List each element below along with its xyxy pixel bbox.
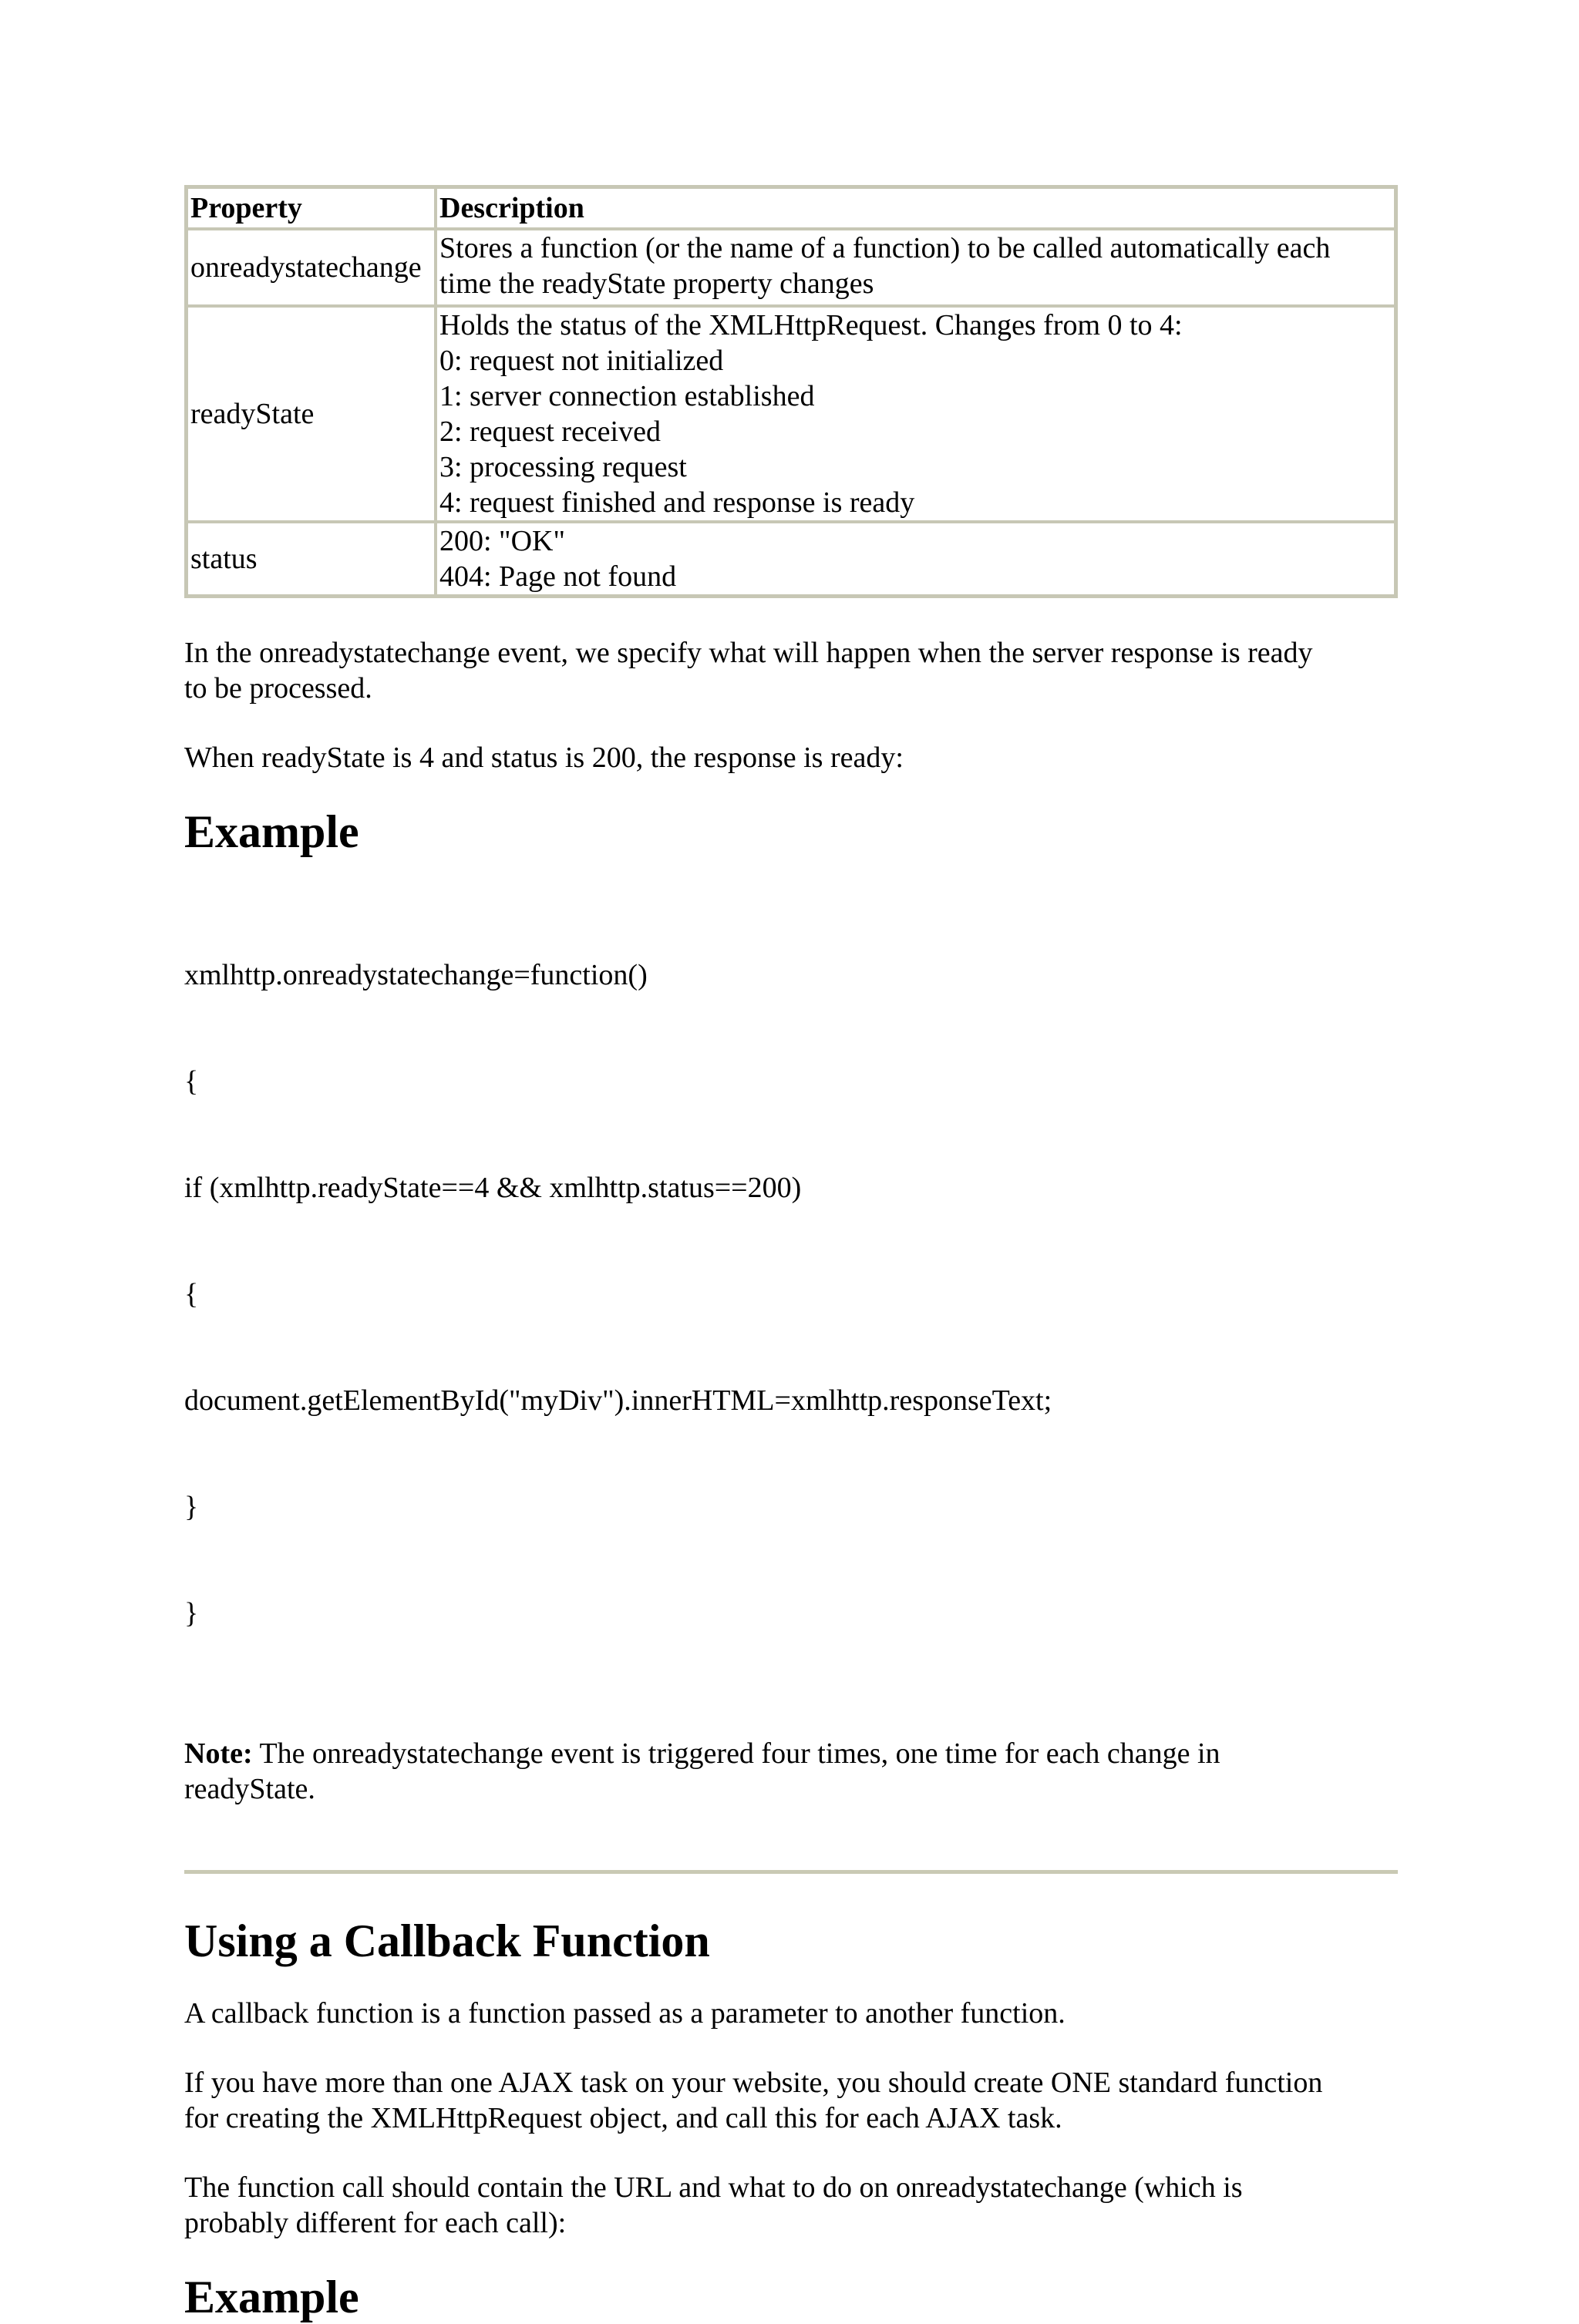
table-row: [187, 522, 1396, 596]
code-line: document.getElementById("myDiv").innerHTML=xmlhttp.responseText;: [184, 1384, 1052, 1417]
paragraph-readystate: When readyState is 4 and status is 200, the response is ready:: [184, 742, 904, 774]
paragraph-line: for creating the XMLHttpRequest object, and call this for each AJAX task.: [184, 2102, 1062, 2134]
description-line: 3: processing request: [439, 451, 687, 483]
paragraph-line: The function call should contain the URL and what to do on onreadystatechange (which is: [184, 2171, 1243, 2204]
description-line: Holds the status of the XMLHttpRequest. Changes from 0 to 4:: [439, 309, 1183, 341]
property-cell: status: [187, 522, 436, 596]
paragraph-line: If you have more than one AJAX task on your website, you should create ONE standard function: [184, 2067, 1323, 2099]
code-line: {: [184, 1065, 199, 1098]
description-cell: [436, 522, 1396, 596]
description-cell: [436, 306, 1396, 522]
heading-example: Example: [184, 806, 359, 857]
paragraph-ajax-task: [184, 2065, 1402, 2136]
table-row: [187, 306, 1396, 522]
paragraph-line: In the onreadystatechange event, we specify what will happen when the server response is ready: [184, 637, 1313, 669]
horizontal-divider: [184, 1870, 1398, 1874]
code-line: xmlhttp.onreadystatechange=function(): [184, 959, 648, 991]
paragraph-line: to be processed.: [184, 672, 372, 705]
code-line: if (xmlhttp.readyState==4 && xmlhttp.status==200): [184, 1172, 802, 1204]
description-cell: [436, 229, 1396, 306]
description-line: Stores a function (or the name of a function) to be called automatically each: [439, 232, 1331, 264]
paragraph-note: [184, 1736, 1402, 1807]
paragraph-function-call: [184, 2170, 1402, 2241]
paragraph-line: probably different for each call):: [184, 2207, 567, 2239]
property-cell: onreadystatechange: [187, 229, 436, 306]
description-line: 4: request finished and response is ready: [439, 486, 915, 519]
property-cell: readyState: [187, 306, 436, 522]
heading-example: Example: [184, 2272, 359, 2322]
paragraph-onreadystatechange: [184, 635, 1402, 706]
note-text: The onreadystatechange event is triggered four times, one time for each change in: [252, 1737, 1220, 1770]
table-row: [187, 229, 1396, 306]
description-line: 200: "OK": [439, 525, 565, 557]
code-line: }: [184, 1491, 199, 1523]
paragraph-callback-definition: A callback function is a function passed as a parameter to another function.: [184, 1997, 1066, 2030]
description-line: time the readyState property changes: [439, 267, 874, 300]
header-property: Property: [187, 187, 436, 229]
code-example: [184, 886, 1402, 1702]
description-line: 404: Page not found: [439, 560, 677, 593]
paragraph-line: readyState.: [184, 1773, 315, 1805]
code-line: }: [184, 1597, 199, 1629]
note-line: [184, 1736, 1402, 1771]
note-label: Note:: [184, 1737, 253, 1770]
document-page: [184, 185, 1402, 2324]
header-description: Description: [436, 187, 1396, 229]
table-header-row: [187, 187, 1396, 229]
heading-callback-function: Using a Callback Function: [184, 1915, 710, 1966]
description-line: 0: request not initialized: [439, 345, 724, 377]
description-line: 2: request received: [439, 415, 661, 448]
properties-table: [184, 185, 1398, 598]
description-line: 1: server connection established: [439, 380, 815, 412]
code-line: {: [184, 1278, 199, 1310]
